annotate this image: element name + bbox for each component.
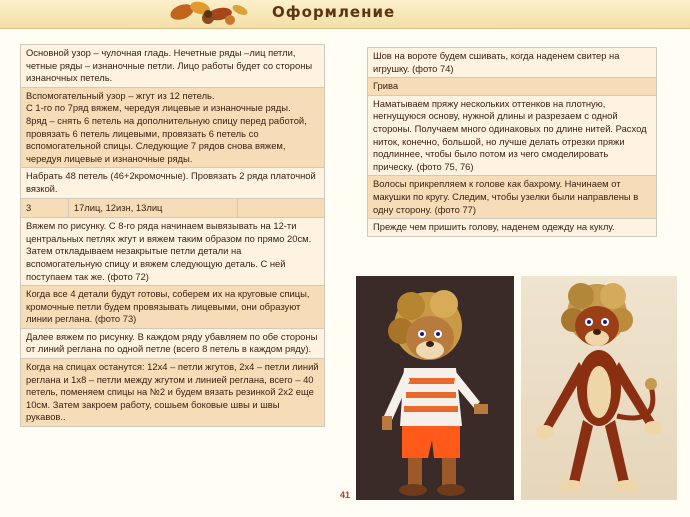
header-banner bbox=[0, 0, 690, 29]
table-row bbox=[368, 176, 657, 219]
decrease-cell: Далее вяжем по рисунку. В каждом ряду убавляем по обе стороны от линий реглана по одной петле (всего 8 петель в каждом ряду). bbox=[21, 328, 325, 358]
table-row bbox=[21, 87, 325, 168]
table-row bbox=[368, 219, 657, 237]
right-instructions-table bbox=[367, 47, 657, 237]
stitch-counts-cell: 17лиц, 12изн, 13лиц bbox=[68, 198, 237, 218]
table-row bbox=[21, 359, 325, 427]
table-row bbox=[368, 95, 657, 176]
mane-text-cell: Наматываем пряжу нескольких оттенков на плотную, негнущуюся основу, нужной длины и разрезаем с одной стороны. Получаем много одинаковых по длине нитей. Расход ниток, конечно, большой, но лучше делать отрезки пряжи подлиннее, чтобы было потом из чего смоделировать прическу. (фото 75, 76) bbox=[368, 95, 657, 176]
table-row bbox=[368, 48, 657, 78]
table-row bbox=[21, 168, 325, 198]
collar-seam-cell: Шов на вороте будем сшивать, когда наденем свитер на игрушку. (фото 74) bbox=[368, 48, 657, 78]
autumn-leaves-icon bbox=[168, 0, 250, 30]
sew-head-cell: Прежде чем пришить голову, наденем одежду на куклу. bbox=[368, 219, 657, 237]
aux-pattern-cell bbox=[21, 87, 325, 168]
table-row bbox=[21, 218, 325, 286]
pattern-knit-cell: Вяжем по рисунку. С 8-го ряда начинаем вывязывать на 12-ти центральных петлях жгут и вяжем таким образом по прямо 20см. Затем откладываем незакрытые петли детали на вспомогательную спицу и вяжем следующую деталь. С ней поступаем так же. (фото 72) bbox=[21, 218, 325, 286]
table-row bbox=[21, 286, 325, 329]
main-pattern-cell: Основной узор – чулочная гладь. Нечетные ряды –лиц петли, четные ряды – изнаночные петли. Лицо работы будет со стороны изнаночных петель. bbox=[21, 45, 325, 88]
page-title: Оформление bbox=[272, 3, 396, 21]
table-row bbox=[21, 198, 325, 218]
table-row bbox=[21, 328, 325, 358]
join-parts-cell: Когда все 4 детали будут готовы, соберем их на круговые спицы, кромочные петли будем провязывать лицевыми, они образуют линии реглана. (фото 73) bbox=[21, 286, 325, 329]
hair-attach-cell: Волосы прикрепляем к голове как бахрому. Начинаем от макушки по кругу. Следим, чтобы узелки были направлены в одну сторону. (фото 77) bbox=[368, 176, 657, 219]
page-number: 41 bbox=[340, 490, 351, 500]
aux-pattern-line: 8ряд – снять 6 петель на дополнительную спицу перед работой, провязать 6 петель лицевыми, провязать 6 петель со вспомогательной спицы. Следующие 7 рядов снова вяжем, чередуя лицевые и изнаночные ряды. bbox=[26, 114, 307, 164]
empty-cell bbox=[238, 198, 325, 218]
mane-title-cell: Грива bbox=[368, 78, 657, 96]
row-number-cell: 3 bbox=[21, 198, 69, 218]
cast-on-cell: Набрать 48 петель (46+2кромочные). Провязать 2 ряда платочной вязкой. bbox=[21, 168, 325, 198]
left-instructions-table bbox=[20, 44, 325, 427]
aux-pattern-line: Вспомогательный узор – жгут из 12 петель. bbox=[26, 89, 215, 101]
lion-standing-illustration bbox=[521, 276, 677, 500]
lion-sweater-photo bbox=[356, 276, 514, 500]
table-row bbox=[368, 78, 657, 96]
lion-sweater-illustration bbox=[356, 276, 514, 500]
finish-cell: Когда на спицах останутся: 12х4 – петли жгутов, 2х4 – петли линий реглана и 1х8 – петли между жгутом и линией реглана, всего – 40 петель, поменяем спицы на №2 и будем вязать резинкой 2х2 еще 10см. Затем закроем работу, сошьем боковые швы и швы рукавов.. bbox=[21, 359, 325, 427]
table-row bbox=[21, 45, 325, 88]
aux-pattern-line: С 1-го по 7ряд вяжем, чередуя лицевые и изнаночные ряды. bbox=[26, 102, 291, 114]
lion-standing-photo bbox=[521, 276, 677, 500]
